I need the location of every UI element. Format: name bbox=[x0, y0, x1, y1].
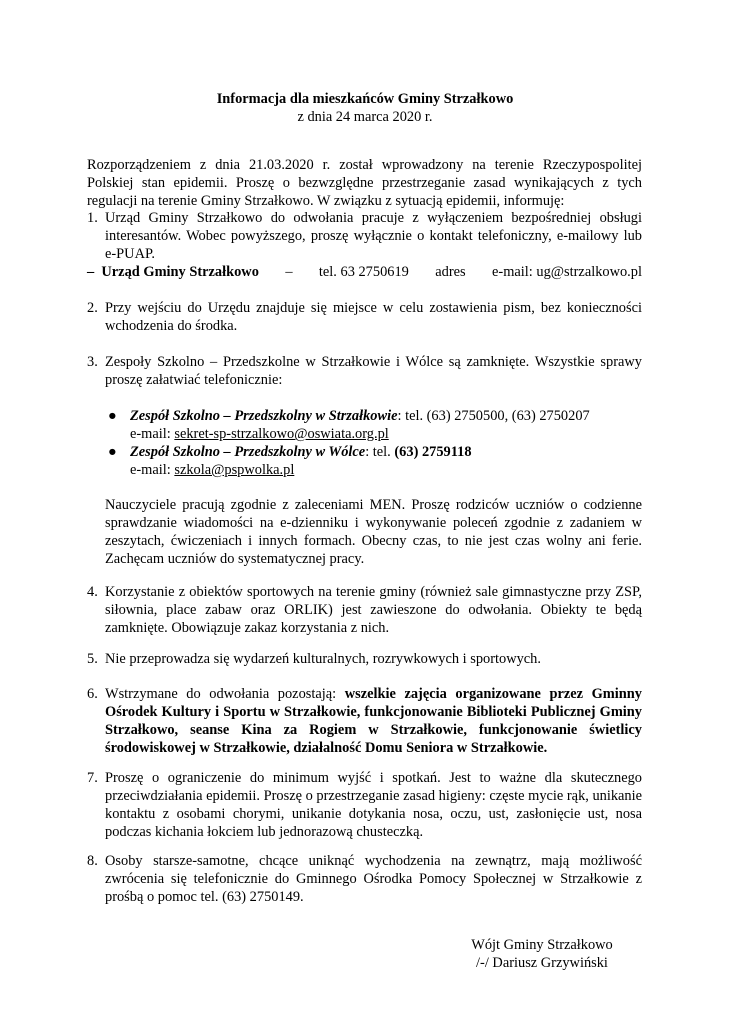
list-item-7 bbox=[87, 769, 642, 841]
item-text: Nie przeprowadza się wydarzeń kulturalnych, rozrywkowych i sportowych. bbox=[105, 651, 541, 667]
bullet-icon: ● bbox=[108, 444, 117, 460]
document-title: Informacja dla mieszkańców Gminy Strzałkowo bbox=[216, 91, 514, 107]
list-item-2 bbox=[87, 299, 642, 335]
document-date: z dnia 24 marca 2020 r. bbox=[297, 109, 433, 125]
email-label: e-mail: bbox=[130, 462, 175, 478]
item-text: Urząd Gminy Strzałkowo do odwołania pracuje z wyłączeniem bezpośredniej obsługi interesantów. Wobec powyższego, proszę wyłącznie o kontakt telefoniczny, e-mailowy lub e-PUAP. bbox=[105, 210, 642, 262]
signature-name: /-/ Dariusz Grzywiński bbox=[476, 955, 608, 971]
item-text: Zespoły Szkolno – Przedszkolne w Strzałkowie i Wólce są zamknięte. Wszystkie sprawy proszę załatwiać telefonicznie: bbox=[105, 354, 642, 388]
item-number: 4. bbox=[87, 584, 98, 600]
school-1-email-link[interactable]: sekret-sp-strzalkowo@oswiata.org.pl bbox=[174, 426, 389, 442]
bullet-icon: ● bbox=[108, 408, 117, 424]
item-bold-text: wszelkie zajęcia organizowane przez Gminny Ośrodek Kultury i Sportu w Strzałkowie, funkcjonowanie Biblioteki Publicznej Gminy Strzałkowo, seanse Kina za Rogiem w Strzałkowie, funkcjonowanie świetlicy środowiskowej w Strzałkowie, działalność Domu Seniora w Strzałkowie. bbox=[105, 686, 642, 756]
office-email: e-mail: ug@strzalkowo.pl bbox=[492, 264, 642, 280]
item-text: Przy wejściu do Urzędu znajduje się miejsce w celu zostawienia pism, bez konieczności wchodzenia do środka. bbox=[105, 300, 642, 334]
school-2-entry bbox=[108, 443, 628, 479]
list-item-3 bbox=[87, 353, 642, 389]
dash: – bbox=[87, 264, 95, 280]
item-text: Proszę o ograniczenie do minimum wyjść i spotkań. Jest to ważne dla skutecznego przeciwdziałania epidemii. Proszę o przestrzeganie zasad higieny: częste mycie rąk, unikanie kontaktu z osobami chorymi, unikanie dotykania nosa, oczu, ust, zasłonięcie ust, nosa podczas kichania łokciem lub jednorazową chusteczką. bbox=[105, 770, 643, 840]
item-text: Wstrzymane do odwołania pozostają: bbox=[105, 686, 345, 702]
item-text: Osoby starsze-samotne, chcące uniknąć wychodzenia na zewnątrz, mają możliwość zwrócenia się telefonicznie do Gminnego Ośrodka Pomocy Społecznej w Strzałkowie z prośbą o pomoc tel. (63) 2750149. bbox=[105, 853, 642, 905]
item-number: 3. bbox=[87, 354, 98, 370]
office-contact-line bbox=[87, 263, 642, 281]
email-label: e-mail: bbox=[130, 426, 175, 442]
dash-separator: – bbox=[285, 264, 293, 280]
list-item-6 bbox=[87, 685, 642, 757]
item-number: 5. bbox=[87, 651, 98, 667]
office-name: Urząd Gminy Strzałkowo bbox=[101, 264, 259, 280]
school-2-name: Zespół Szkolno – Przedszkolny w Wólce bbox=[130, 444, 366, 460]
list-item-1 bbox=[87, 209, 642, 263]
school-2-phone: (63) 2759118 bbox=[394, 444, 472, 460]
intro-paragraph: Rozporządzeniem z dnia 21.03.2020 r. został wprowadzony na terenie Rzeczypospolitej Polskiej stan epidemii. Proszę o bezwzględne przestrzeganie zasad wynikających z tych regulacji na terenie Gminy Strzałkowo. W związku z sytuacją epidemii, informuję: bbox=[87, 157, 642, 209]
item-text: Korzystanie z obiektów sportowych na terenie gminy (również sale gimnastyczne przy ZSP, siłownia, place zabaw oraz ORLIK) jest zawieszone do odwołania. Obiekty te będą zamknięte. Obowiązuje zakaz korzystania z nich. bbox=[105, 584, 642, 636]
school-2-email-link[interactable]: szkola@pspwolka.pl bbox=[174, 462, 295, 478]
item-number: 2. bbox=[87, 300, 98, 316]
office-phone: tel. 63 2750619 bbox=[318, 264, 409, 280]
item-number: 1. bbox=[87, 210, 98, 226]
address-label: adres bbox=[435, 264, 466, 280]
item-number: 8. bbox=[87, 853, 98, 869]
list-item-8 bbox=[87, 852, 642, 906]
item-number: 6. bbox=[87, 686, 98, 702]
school-2-phone-prefix: : tel. bbox=[365, 444, 395, 460]
school-1-entry bbox=[108, 407, 628, 443]
signature-role: Wójt Gminy Strzałkowo bbox=[471, 937, 613, 953]
list-item-4 bbox=[87, 583, 642, 637]
school-1-phone: : tel. (63) 2750500, (63) 2750207 bbox=[397, 408, 590, 424]
school-1-name: Zespół Szkolno – Przedszkolny w Strzałkowie bbox=[130, 408, 398, 424]
item-number: 7. bbox=[87, 770, 98, 786]
list-item-5 bbox=[87, 650, 642, 668]
teachers-paragraph: Nauczyciele pracują zgodnie z zaleceniami MEN. Proszę rodziców uczniów o codzienne sprawdzanie wiadomości na e-dzienniku i wykonywanie poleceń zgodnie z zadaniem w zeszytach, ćwiczeniach i innych formach. Obecny czas, to nie jest czas wolny ani ferie. Zachęcam uczniów do systematycznej pracy. bbox=[105, 497, 642, 567]
